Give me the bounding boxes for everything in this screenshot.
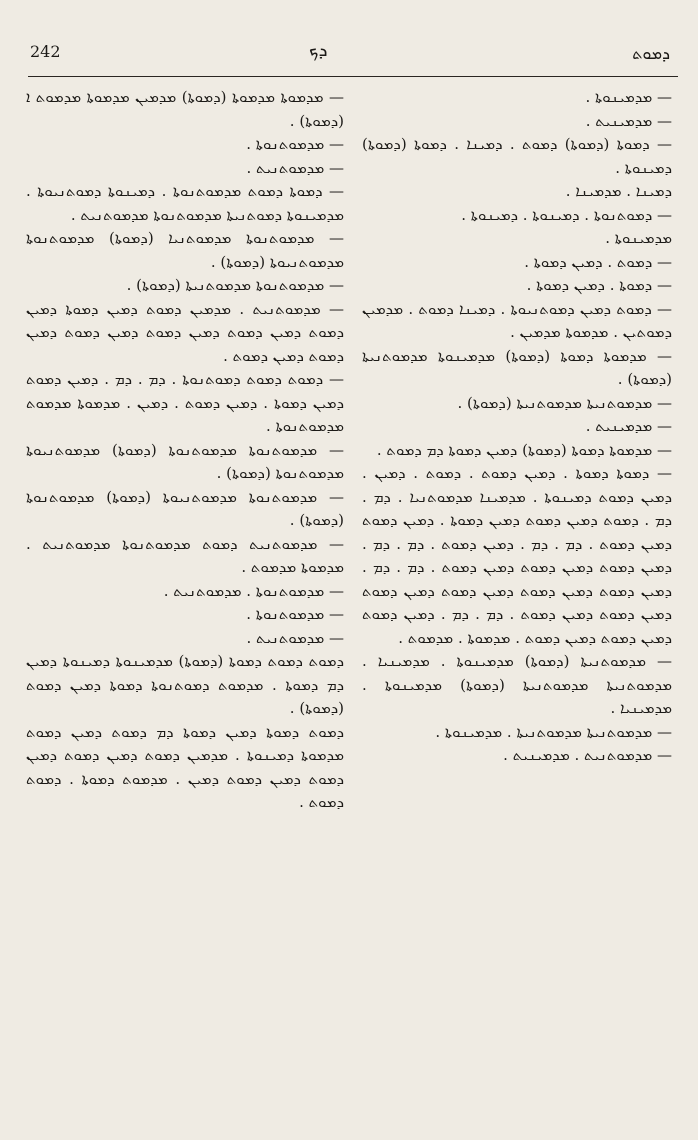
entry: — ܕܡܘܬ ܕܡܝܢ ܕܡܘܬܢܝܘܬܐ . ܕܡܝܢܐ ܕܡܘܬ . ܡܕܡܝܢ ܕܡܘܬܝܢ . ܡܕܡܘܬܐ ܡܕܡܝܢ .: [362, 299, 672, 341]
entry: — ܡܕܡܘܬܢܘܬܐ ܡܕܡܘܬܢܝܬܐ (ܕܡܘܬܐ) .: [126, 276, 344, 294]
entry: — ܡܕܡܘܬܢܝܬܐ ܡܕܡܘܬܢܝܬܐ (ܕܡܘܬܐ) .: [457, 393, 672, 412]
entry: — ܡܕܡܘܬܢܝܬܐ (ܕܡܘܬܐ) ܡܕܡܝܢܘܬܐ . ܡܕܡܝܢܝܐ . ܡܕܡܘܬܢܝܬܐ ܡܕܡܘܬܢܝܬܐ (ܕܡܘܬܐ) ܡܕܡܝܢܘܬܐ . ܡܕܡܝܢܝܐ .: [362, 652, 672, 717]
entry: ܡܕܡܝܢܘܬܐ .: [605, 229, 672, 247]
entry: — ܡܕܡܘܬܐ ܡܕܡܘܬܐ (ܕܡܘܬܐ) ܡܕܡܝܢ ܡܕܡܘܬܐ ܡܕܡܘܬ ܐ (ܕܡܘܬܐ) .: [26, 88, 344, 130]
entry: — ܕܡܘܬܐ . ܕܡܝܢ ܕܡܘܬܐ .: [526, 276, 672, 294]
entry: — ܕܡܘܬܐ (ܕܡܘܬܐ) ܕܡܘܬ . ܕܡܝܢܐ . ܕܡܘܬܐ (ܕܡܘܬܐ) ܕܡܝܢܘܬܐ .: [362, 135, 672, 177]
header-rule: [28, 76, 678, 77]
entry: — ܕܡܘܬܢܘܬܐ . ܕܡܝܢܘܬܐ . ܕܡܝܢܘܬܐ .: [461, 205, 672, 224]
entry: — ܡܕܡܘܬܢܝܬ . ܡܕܡܝܢܝܬ .: [503, 746, 672, 764]
entry: — ܡܕܡܘܬܢܝܬܐ ܡܕܡܘܬܢܝܬܐ . ܡܕܡܝܢܘܬܐ .: [435, 722, 672, 741]
entry: — ܡܕܡܘܬܢܘܬܐ ܡܕܡܘܬܢܝܐ (ܕܡܘܬܐ) ܡܕܡܘܬܢܘܬܐ ܡܕܡܘܬܢܝܘܬܐ (ܕܡܘܬܐ) .: [26, 229, 344, 271]
entry: — ܡܕܡܘܬܢܘܬܐ .: [246, 605, 344, 623]
entry: — ܡܕܡܘܬܐ ܕܡܘܬܐ (ܕܡܘܬܐ) ܕܡܝܢ ܕܡܘܬܐ ܕܡ ܕܡܘܬ .: [376, 440, 672, 459]
entry: — ܡܕܡܝܢܘܬܐ .: [585, 88, 672, 106]
entry: — ܡܕܡܘܬܢܘܬܐ ܡܕܡܘܬܢܘܬܐ (ܕܡܘܬܐ) ܡܕܡܘܬܢܝܘܬܐ ܡܕܡܘܬܢܘܬܐ (ܕܡܘܬܐ) .: [26, 440, 344, 482]
entry: — ܕܡܘܬܐ ܕܡܘܬ ܡܕܡܘܬܢܘܬܐ . ܕܡܝܢܘܬܐ ܕܡܘܬܢܝܘܬܐ . ܡܕܡܝܢܘܬܐ ܕܡܘܬܢܝܬܐ ܡܕܡܘܬܢܘܬܐ ܡܕܡܘܬܢܝܬ .: [26, 182, 344, 224]
entry: — ܕܡܘܬ ܕܡܘܬ ܕܡܘܬܢܘܬܐ . ܕܡ . ܕܡ . ܕܡܝܢ ܕܡܘܬ ܕܡܝܢ ܕܡܘܬܐ . ܕܡܝܢ ܕܡܘܬ . ܕܡܝܢ . ܡܕܡܘܬܐ ܡܕܡܘܬ ܡܕܡܘܬܢܘܬܐ .: [26, 370, 344, 435]
left-column: [26, 86, 344, 1110]
entry: — ܡܕܡܘܬܢܝܬ . ܡܕܡܝܢ ܕܡܘܬ ܕܡܝܢ ܕܡܘܬܐ ܕܡܝܢ ܕܡܘܬ ܕܡܝܢ ܕܡܘܬ ܕܡܝܢ ܕܡܘܬ ܕܡܝܢ ܕܡܘܬ ܕܡܝܢ ܕܡܘܬ ܕܡܝܢ ܕܡܘܬ .: [26, 299, 344, 365]
entry: — ܡܕܡܘܬܢܝܬ ܕܡܘܬ ܡܕܡܘܬܢܘܬܐ ܡܕܡܘܬܢܝܬ . ܡܕܡܘܬܐ ܡܕܡܘܬ .: [26, 534, 344, 576]
entry: — ܡܕܡܘܬܢܝܬ .: [246, 158, 344, 177]
entry: — ܡܕܡܘܬܢܘܬܐ .: [246, 135, 344, 153]
entry: — ܡܕܡܘܬܢܝܬ .: [246, 628, 344, 647]
entry: ܕܡܘܬ ܕܡܘܬ ܕܡܘܬܐ (ܕܡܘܬܐ) ܡܕܡܝܢܘܬܐ ܕܡܝܢܘܬܐ ܕܡܝܢ ܕܡ ܕܡܘܬܐ . ܡܕܡܘܬ ܕܡܘܬܢܘܬܐ ܕܡܘܬܐ ܕܡܝܢ ܕܡܘܬ (ܕܡܘܬܐ) .: [26, 652, 344, 717]
entry: — ܡܕܡܘܬܢܘܬܐ ܡܕܡܘܬܢܝܘܬܐ (ܕܡܘܬܐ) ܡܕܡܘܬܢܘܬܐ (ܕܡܘܬܐ) .: [26, 487, 344, 529]
page-number: 242: [30, 42, 61, 61]
right-column: [362, 86, 672, 1110]
entry: — ܡܕܡܝܢܝܬ .: [585, 111, 672, 130]
entry: — ܕܡܘܬܐ ܕܡܘܬܐ . ܕܡܝܢ ܕܡܘܬ . ܕܡܘܬ . ܕܡܝܢ . ܕܡܝܢ ܕܡܘܬ ܕܡܝܢܘܬܐ . ܡܕܡܝܢܐ ܡܕܡܘܬܢܝܐ . ܕܡ . ܕܡ . ܕܡܘܬ ܕܡܝܢ ܕܡܘܬ ܕܡܝܢ ܕܡܘܬܐ . ܕܡܝܢ ܕܡܘܬ ܕܡܝܢ ܕܡܘܬ . ܕܡ . ܕܡ . ܕܡܝܢ ܕܡܘܬ . ܕܡ . ܕܡ . ܕܡܝܢ ܕܡܘܬ ܕܡܝܢ ܕܡܘܬ ܕܡܝܢ ܕܡܘܬ . ܕܡ . ܕܡ . ܕܡܝܢ ܕܡܘܬ ܕܡܝܢ ܕܡܘܬ ܕܡܝܢ ܕܡܘܬ ܕܡܝܢ ܕܡܘܬ ܕܡܝܢ ܕܡܘܬ ܕܡܝܢ ܕܡܘܬ . ܕܡ . ܕܡ . ܕܡܝܢ ܕܡܘܬ ܕܡܝܢ ܕܡܘܬ ܕܡܝܢ ܕܡܘܬ . ܡܕܡܘܬܐ . ܡܕܡܘܬ .: [362, 464, 672, 647]
section-letter: ܕܟ: [309, 40, 328, 61]
running-headword: ܕܡܘܬ: [632, 44, 670, 63]
entry: — ܡܕܡܘܬܐ ܕܡܘܬܐ (ܕܡܘܬܐ) ܡܕܡܝܢܘܬܐ ܡܕܡܘܬܢܝܬܐ (ܕܡܘܬܐ) .: [362, 346, 672, 388]
entry: — ܡܕܡܘܬܢܘܬܐ . ܡܕܡܘܬܢܝܬ .: [163, 581, 344, 600]
entry: ܕܡܘܬ ܕܡܘܬܐ ܕܡܝܢ ܕܡܘܬܐ ܕܡ ܕܡܘܬ ܕܡܝܢ ܕܡܘܬ ܡܕܡܘܬܐ ܕܡܝܢܘܬܐ . ܡܕܡܝܢ ܕܡܘܬ ܕܡܝܢ ܕܡܘܬ ܕܡܝܢ ܕܡܘܬ ܕܡܝܢ ܕܡܘܬ ܕܡܝܢ . ܡܕܡܘܬ ܕܡܘܬܐ . ܕܡܘܬ ܕܡܘܬ .: [26, 722, 344, 811]
entry: — ܡܕܡܝܢܝܬ .: [585, 417, 672, 435]
entry: ܕܡܝܢܐ . ܡܕܡܝܢܐ .: [565, 182, 672, 200]
entry: — ܕܡܘܬ . ܕܡܝܢ ܕܡܘܬܐ .: [524, 252, 672, 271]
